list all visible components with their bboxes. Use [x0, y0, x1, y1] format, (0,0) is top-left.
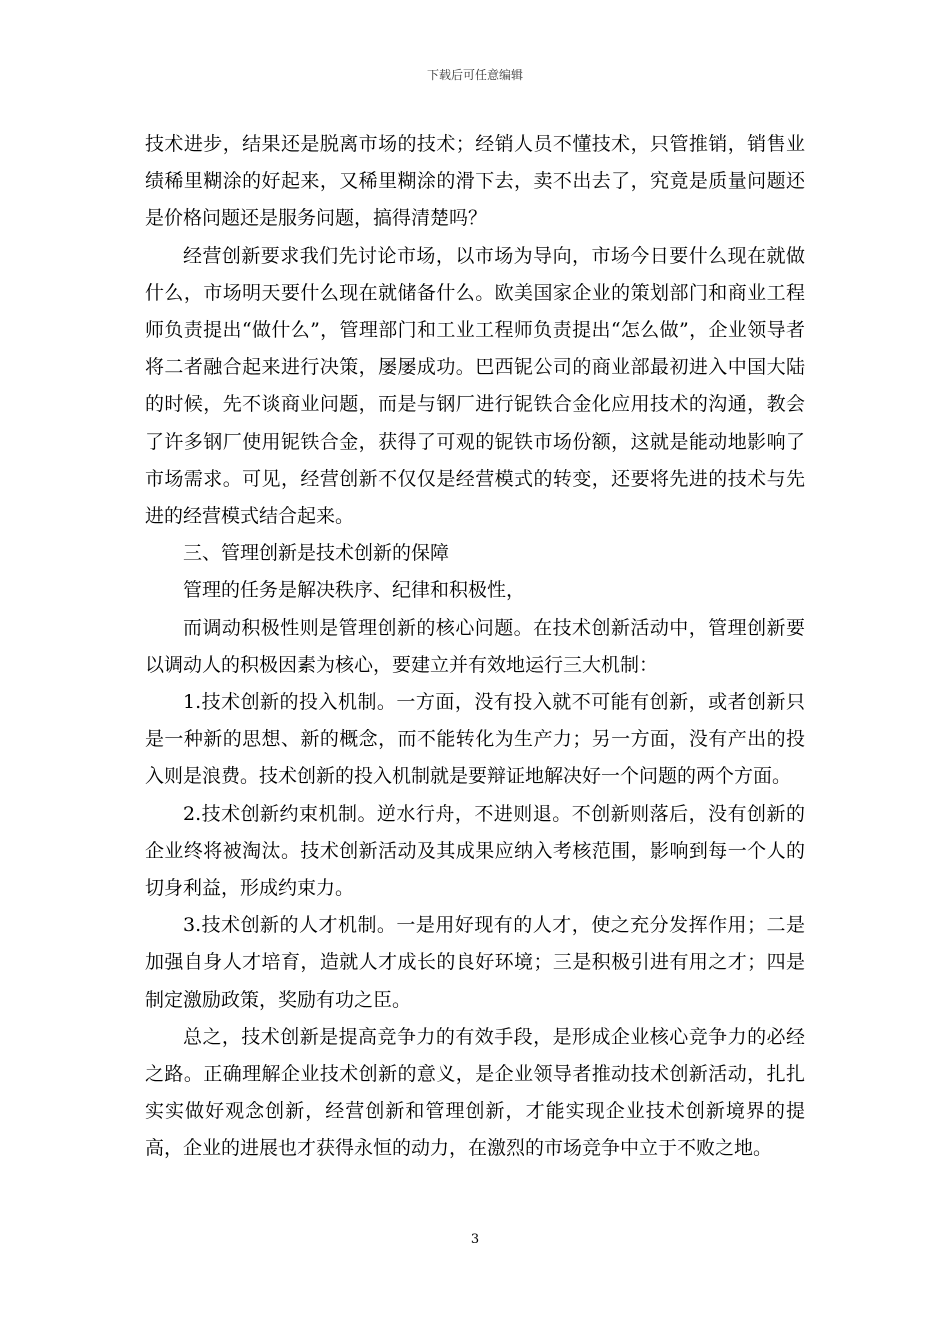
paragraph-continued: 技术进步，结果还是脱离市场的技术；经销人员不懂技术，只管推销，销售业绩稀里糊涂的好起来，又稀里糊涂的滑下去，卖不出去了，究竟是质量问题还是价格问题还是服务问题，搞得清楚吗？ [145, 133, 805, 230]
section-heading-management-innovation: 三、管理创新是技术创新的保障 [183, 542, 450, 565]
page-number: 3 [470, 1232, 480, 1247]
page-header: 下载后可任意编辑 [426, 68, 523, 82]
list-item-talent-mechanism: 3.技术创新的人才机制。一是用好现有的人才，使之充分发挥作用；二是加强自身人才培育，造就人才成长的良好环境；三是积极引进有用之才；四是制定激励政策，奖励有功之臣。 [145, 914, 805, 1011]
paragraph-conclusion: 总之，技术创新是提高竞争力的有效手段，是形成企业核心竞争力的必经之路。正确理解企业技术创新的意义，是企业领导者推动技术创新活动，扎扎实实做好观念创新，经营创新和管理创新，才能实现企业技术创新境界的提高，企业的进展也才获得永恒的动力，在激烈的市场竞争中立于不败之地。 [145, 1025, 805, 1160]
document-body [145, 126, 805, 1168]
list-item-investment-mechanism: 1.技术创新的投入机制。一方面，没有投入就不可能有创新，或者创新只是一种新的思想、新的概念，而不能转化为生产力；另一方面，没有产出的投入则是浪费。技术创新的投入机制就是要辩证地解决好一个问题的两个方面。 [145, 691, 805, 788]
paragraph-three-mechanisms: 而调动积极性则是管理创新的核心问题。在技术创新活动中，管理创新要以调动人的积极因素为核心，要建立并有效地运行三大机制： [145, 616, 805, 676]
paragraph-business-innovation: 经营创新要求我们先讨论市场，以市场为导向，市场今日要什么现在就做什么，市场明天要什么现在就储备什么。欧美国家企业的策划部门和商业工程师负责提出“做什么”，管理部门和工业工程师负责提出“怎么做”，企业领导者将二者融合起来进行决策，屡屡成功。巴西铌公司的商业部最初进入中国大陆的时候，先不谈商业问题，而是与钢厂进行铌铁合金化应用技术的沟通，教会了许多钢厂使用铌铁合金，获得了可观的铌铁市场份额，这就是能动地影响了市场需求。可见，经营创新不仅仅是经营模式的转变，还要将先进的技术与先进的经营模式结合起来。 [145, 244, 805, 528]
paragraph-management-task: 管理的任务是解决秩序、纪律和积极性， [183, 579, 526, 602]
list-item-constraint-mechanism: 2.技术创新约束机制。逆水行舟，不进则退。不创新则落后，没有创新的企业终将被淘汰。技术创新活动及其成果应纳入考核范围，影响到每一个人的切身利益，形成约束力。 [145, 802, 805, 900]
